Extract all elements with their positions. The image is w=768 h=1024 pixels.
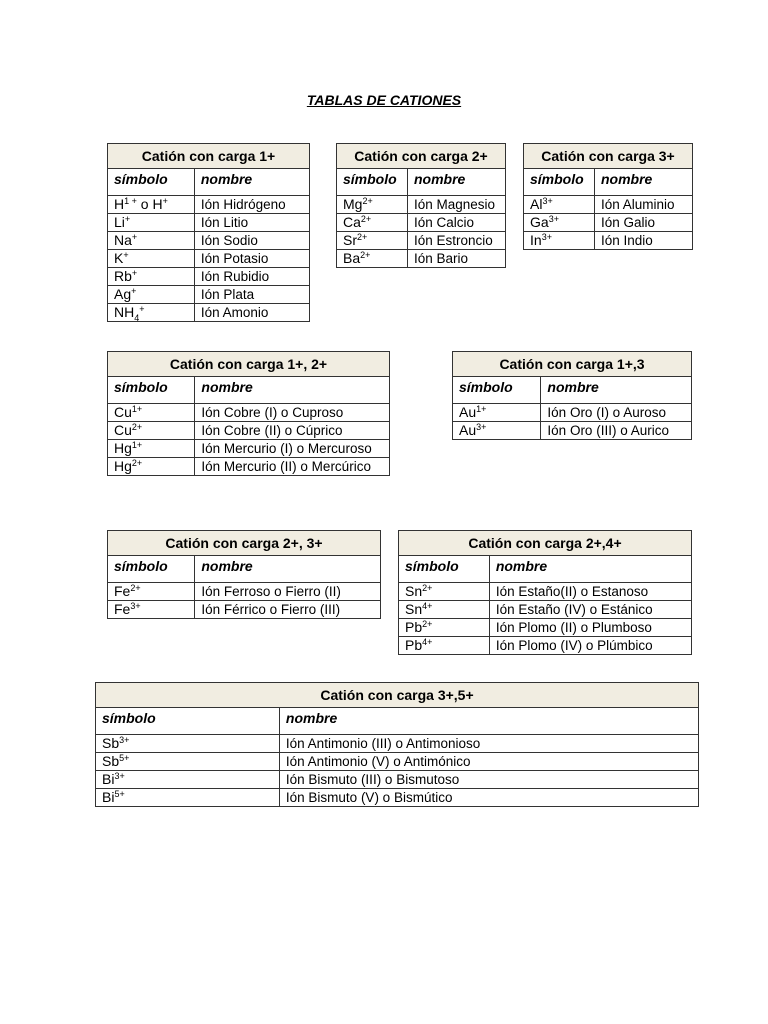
column-header-symbol: símbolo	[108, 169, 195, 196]
table-row	[108, 440, 390, 458]
table-row	[108, 286, 310, 304]
symbol-charge: 4+	[422, 601, 433, 611]
cation-table-3plus-5plus	[95, 682, 699, 807]
name-cell: Ión Hidrógeno	[194, 196, 309, 214]
name-cell: Ión Bario	[407, 250, 505, 268]
table-row	[453, 404, 692, 422]
name-cell: Ión Plomo (IV) o Plúmbico	[489, 637, 691, 655]
symbol-cell	[108, 286, 195, 304]
column-header-name: nombre	[407, 169, 505, 196]
name-cell: Ión Aluminio	[594, 196, 692, 214]
cation-table-1plus-2plus	[107, 351, 390, 476]
name-cell: Ión Indio	[594, 232, 692, 250]
symbol-charge: 3+	[114, 771, 125, 781]
symbol-charge: 3+	[542, 196, 553, 206]
symbol-charge: 2+	[362, 196, 373, 206]
column-header-symbol: símbolo	[453, 377, 541, 404]
table-row	[96, 753, 699, 771]
symbol-base: Ca	[343, 214, 361, 230]
column-header-name: nombre	[195, 377, 390, 404]
column-header-name: nombre	[489, 556, 691, 583]
name-cell: Ión Calcio	[407, 214, 505, 232]
table-row	[108, 601, 381, 619]
symbol-base: Hg	[114, 440, 132, 456]
symbol-cell	[108, 601, 195, 619]
symbol-cell	[399, 583, 490, 601]
symbol-charge: 5+	[119, 753, 130, 763]
symbol-base: In	[530, 232, 542, 248]
table-title: Catión con carga 1+, 2+	[108, 352, 390, 377]
symbol-base: Fe	[114, 583, 131, 599]
symbol-cell	[108, 268, 195, 286]
symbol-cell	[524, 196, 595, 214]
symbol-cell	[108, 214, 195, 232]
table-row	[96, 789, 699, 807]
name-cell: Ión Litio	[194, 214, 309, 232]
name-cell: Ión Plata	[194, 286, 309, 304]
symbol-charge: +	[131, 268, 138, 278]
symbol-charge: 3+	[476, 422, 487, 432]
symbol-base: Sn	[405, 583, 423, 599]
symbol-alt-charge: +	[162, 196, 168, 206]
symbol-base: Li	[114, 214, 125, 230]
symbol-charge: 3+	[119, 735, 130, 745]
symbol-base: Rb	[114, 268, 132, 284]
column-header-name: nombre	[279, 708, 698, 735]
table-row	[399, 637, 692, 655]
table-row	[108, 232, 310, 250]
name-cell: Ión Estaño(II) o Estanoso	[489, 583, 691, 601]
symbol-base: Bi	[102, 789, 115, 805]
symbol-cell	[337, 250, 408, 268]
name-cell: Ión Amonio	[194, 304, 309, 322]
symbol-base: Sb	[102, 735, 120, 751]
cation-table-1plus-3	[452, 351, 692, 440]
symbol-base: Sn	[405, 601, 423, 617]
table-row	[453, 422, 692, 440]
symbol-cell	[108, 250, 195, 268]
symbol-cell	[453, 422, 541, 440]
symbol-base: Ga	[530, 214, 549, 230]
name-cell: Ión Potasio	[194, 250, 309, 268]
symbol-cell	[108, 440, 195, 458]
symbol-alt: o H	[136, 196, 163, 212]
symbol-subscript: 4	[134, 312, 140, 322]
table-row	[108, 583, 381, 601]
column-header-symbol: símbolo	[108, 377, 195, 404]
symbol-charge: 2+	[131, 458, 143, 468]
name-cell: Ión Bismuto (III) o Bismutoso	[279, 771, 698, 789]
symbol-charge: 1+	[476, 404, 487, 414]
symbol-charge: 2+	[422, 583, 433, 593]
table-row	[337, 196, 506, 214]
symbol-cell	[399, 637, 490, 655]
table-row	[399, 619, 692, 637]
symbol-base: Mg	[343, 196, 363, 212]
symbol-base: Fe	[114, 601, 131, 617]
cation-table-2plus-4plus	[398, 530, 692, 655]
table-title: Catión con carga 2+, 3+	[108, 531, 381, 556]
name-cell: Ión Bismuto (V) o Bismútico	[279, 789, 698, 807]
symbol-charge: 2+	[131, 422, 143, 432]
table-row	[108, 250, 310, 268]
table-title: Catión con carga 1+,3	[453, 352, 692, 377]
name-cell: Ión Cobre (II) o Cúprico	[195, 422, 390, 440]
symbol-base: Na	[114, 232, 132, 248]
table-title: Catión con carga 3+	[524, 144, 693, 169]
symbol-charge: 3+	[548, 214, 559, 224]
symbol-charge: +	[123, 250, 129, 260]
name-cell: Ión Oro (I) o Auroso	[541, 404, 692, 422]
symbol-cell	[453, 404, 541, 422]
symbol-cell	[96, 771, 280, 789]
column-header-name: nombre	[194, 169, 309, 196]
symbol-cell	[337, 232, 408, 250]
name-cell: Ión Rubidio	[194, 268, 309, 286]
symbol-charge: 1+	[131, 404, 143, 414]
cation-table-2plus-3plus	[107, 530, 381, 619]
symbol-cell	[108, 232, 195, 250]
cation-table-3plus	[523, 143, 693, 250]
table-row	[108, 196, 310, 214]
table-row	[108, 404, 390, 422]
name-cell: Ión Magnesio	[407, 196, 505, 214]
table-row	[337, 232, 506, 250]
table-row	[399, 601, 692, 619]
symbol-base: Sb	[102, 753, 120, 769]
name-cell: Ión Estaño (IV) o Estánico	[489, 601, 691, 619]
cation-table-2plus	[336, 143, 506, 268]
column-header-symbol: símbolo	[337, 169, 408, 196]
table-row	[108, 304, 310, 322]
symbol-base: NH	[114, 304, 135, 320]
column-header-name: nombre	[594, 169, 692, 196]
symbol-charge: 2+	[357, 232, 368, 242]
symbol-charge: 2+	[422, 619, 433, 629]
name-cell: Ión Ferroso o Fierro (II)	[195, 583, 381, 601]
symbol-base: Bi	[102, 771, 115, 787]
symbol-base: Au	[459, 404, 477, 420]
symbol-cell	[524, 214, 595, 232]
table-row	[108, 214, 310, 232]
table-row	[524, 196, 693, 214]
symbol-cell	[337, 196, 408, 214]
name-cell: Ión Oro (III) o Aurico	[541, 422, 692, 440]
symbol-charge: +	[131, 232, 138, 242]
symbol-charge: +	[139, 304, 145, 314]
symbol-base: Pb	[405, 619, 423, 635]
symbol-base: Ba	[343, 250, 361, 266]
table-title: Catión con carga 3+,5+	[96, 683, 699, 708]
symbol-charge: 2+	[360, 214, 372, 224]
symbol-cell	[96, 789, 280, 807]
table-row	[96, 735, 699, 753]
symbol-cell	[108, 422, 195, 440]
column-header-symbol: símbolo	[524, 169, 595, 196]
table-row	[108, 268, 310, 286]
symbol-charge: 1+	[131, 440, 143, 450]
symbol-charge: 1 +	[124, 196, 137, 206]
symbol-base: Ag	[114, 286, 132, 302]
name-cell: Ión Antimonio (III) o Antimonioso	[279, 735, 698, 753]
symbol-base: Pb	[405, 637, 423, 653]
symbol-charge: 2+	[130, 583, 141, 593]
column-header-symbol: símbolo	[96, 708, 280, 735]
symbol-charge: 2+	[360, 250, 371, 260]
name-cell: Ión Mercurio (I) o Mercuroso	[195, 440, 390, 458]
symbol-base: H	[114, 196, 125, 212]
name-cell: Ión Sodio	[194, 232, 309, 250]
table-title: Catión con carga 2+	[337, 144, 506, 169]
symbol-charge: +	[131, 286, 137, 296]
symbol-cell	[96, 735, 280, 753]
name-cell: Ión Estroncio	[407, 232, 505, 250]
symbol-charge: 3+	[541, 232, 552, 242]
table-row	[524, 232, 693, 250]
table-row	[399, 583, 692, 601]
symbol-charge: +	[124, 214, 131, 224]
symbol-charge: 5+	[114, 789, 125, 799]
name-cell: Ión Antimonio (V) o Antimónico	[279, 753, 698, 771]
symbol-cell	[108, 583, 195, 601]
table-title: Catión con carga 1+	[108, 144, 310, 169]
column-header-name: nombre	[541, 377, 692, 404]
page-title: TABLAS DE CATIONES	[306, 92, 462, 108]
symbol-cell	[337, 214, 408, 232]
table-row	[337, 250, 506, 268]
name-cell: Ión Plomo (II) o Plumboso	[489, 619, 691, 637]
table-row	[108, 422, 390, 440]
name-cell: Ión Férrico o Fierro (III)	[195, 601, 381, 619]
symbol-base: Al	[530, 196, 543, 212]
name-cell: Ión Galio	[594, 214, 692, 232]
symbol-cell	[108, 404, 195, 422]
column-header-name: nombre	[195, 556, 381, 583]
symbol-base: Au	[459, 422, 477, 438]
symbol-charge: 4+	[422, 637, 433, 647]
table-title: Catión con carga 2+,4+	[399, 531, 692, 556]
symbol-base: Cu	[114, 422, 132, 438]
symbol-cell	[108, 458, 195, 476]
column-header-symbol: símbolo	[108, 556, 195, 583]
name-cell: Ión Mercurio (II) o Mercúrico	[195, 458, 390, 476]
table-row	[108, 458, 390, 476]
symbol-base: K	[114, 250, 124, 266]
table-row	[524, 214, 693, 232]
symbol-cell	[108, 196, 195, 214]
symbol-charge: 3+	[130, 601, 141, 611]
symbol-cell	[108, 304, 195, 322]
symbol-base: Cu	[114, 404, 132, 420]
symbol-cell	[96, 753, 280, 771]
name-cell: Ión Cobre (I) o Cuproso	[195, 404, 390, 422]
cation-table-1plus	[107, 143, 310, 322]
symbol-cell	[399, 619, 490, 637]
symbol-cell	[524, 232, 595, 250]
symbol-cell	[399, 601, 490, 619]
column-header-symbol: símbolo	[399, 556, 490, 583]
table-row	[337, 214, 506, 232]
symbol-base: Hg	[114, 458, 132, 474]
symbol-base: Sr	[343, 232, 357, 248]
table-row	[96, 771, 699, 789]
